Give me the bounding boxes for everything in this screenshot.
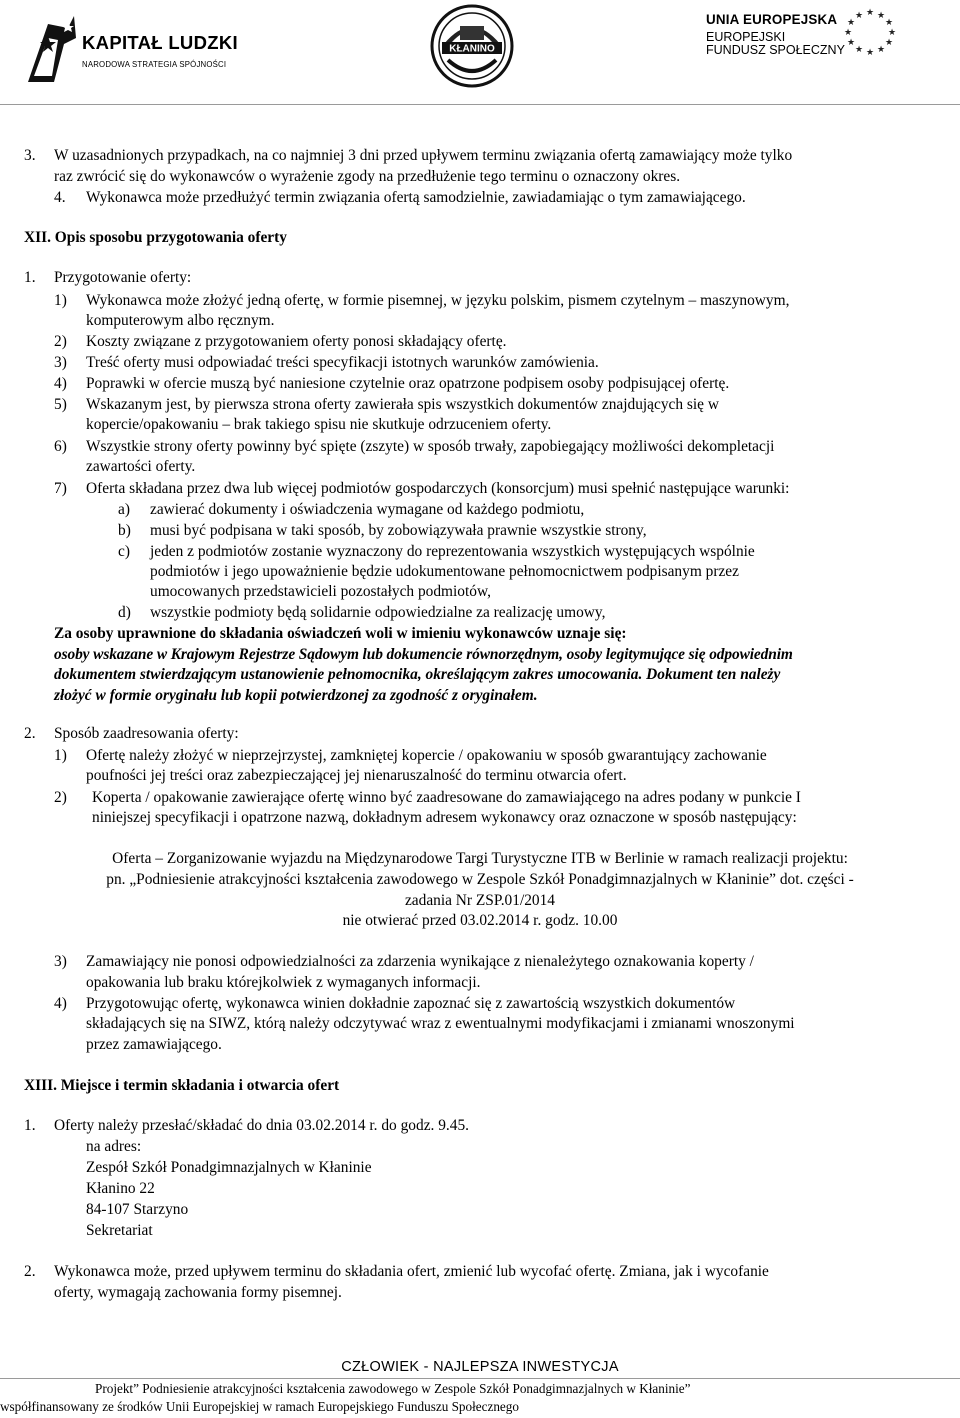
- address-line: Sekretariat: [86, 1222, 153, 1239]
- list-item-line: Wskazanym jest, by pierwsza strona oferty zawierała spis wszystkich dokumentów znajdujących się w: [86, 396, 719, 413]
- list-number: 2.: [24, 725, 36, 742]
- list-item-line: Wszystkie strony oferty powinny być spięte (zszyte) w sposób trwały, zapobiegający możliwości dekompletacji: [86, 438, 775, 455]
- svg-text:★: ★: [854, 45, 864, 55]
- list-item-line: jeden z podmiotów zostanie wyznaczony do reprezentowania wszystkich występujących wspólnie: [150, 543, 755, 560]
- list-number: 4): [54, 995, 67, 1012]
- svg-text:★: ★: [884, 38, 894, 48]
- emphasis-line: osoby wskazane w Krajowym Rejestrze Sądowym lub dokumencie równorzędnym, osoby legitymujące się odpowiednim: [54, 646, 793, 663]
- paragraph-line: Wykonawca może przedłużyć termin związania ofertą samodzielnie, zawiadamiając o tym zamawiającego.: [86, 189, 746, 206]
- envelope-label-line: zadania Nr ZSP.01/2014: [404, 892, 556, 909]
- header-divider: [0, 104, 960, 105]
- list-item-line: komputerowym albo ręcznym.: [86, 312, 275, 329]
- list-number: 3): [54, 354, 67, 371]
- list-number: 6): [54, 438, 67, 455]
- eu-title: UNIA EUROPEJSKA: [706, 12, 838, 27]
- section-heading-xiii: XIII. Miejsce i termin składania i otwarcia ofert: [24, 1077, 340, 1094]
- svg-text:★: ★: [887, 28, 897, 38]
- svg-text:★: ★: [854, 11, 864, 21]
- list-item-line: Koperta / opakowanie zawierające ofertę winno być zaadresowane do zamawiającego na adres podany w punkcie I: [92, 789, 801, 806]
- emphasis-line: dokumentem stwierdzającym ustanowienie pełnomocnika, określającym zakres umocowania. Dokument ten należy: [54, 666, 781, 683]
- svg-text:★: ★: [876, 11, 886, 21]
- list-number: 7): [54, 480, 67, 497]
- list-item-line: Poprawki w ofercie muszą być naniesione czytelnie oraz opatrzone podpisem osoby podpisującej ofertę.: [86, 375, 730, 392]
- kapital-ludzki-title: KAPITAŁ LUDZKI: [82, 32, 238, 53]
- paragraph-line: oferty, wymagają zachowania formy pisemnej.: [54, 1284, 342, 1301]
- svg-text:★: ★: [846, 38, 856, 48]
- paragraph-line: Wykonawca może, przed upływem terminu do składania ofert, zmienić lub wycofać ofertę. Zmiana, jak i wycofanie: [54, 1263, 769, 1280]
- list-item-line: Oferta składana przez dwa lub więcej podmiotów gospodarczych (konsorcjum) musi spełnić następujące warunki:: [86, 480, 790, 497]
- list-item-line: Koszty związane z przygotowaniem oferty ponosi składający ofertę.: [86, 333, 507, 350]
- list-item-line: niniejszej specyfikacji i opatrzone nazwą, dokładnym adresem wykonawcy oraz oznaczone w sposób następujący:: [92, 809, 797, 826]
- footer-project-line: Projekt” Podniesienie atrakcyjności kształcenia zawodowego w Zespole Szkół Ponadgimnazjalnych w Kłaninie”: [95, 1381, 691, 1396]
- envelope-label-line: pn. „Podniesienie atrakcyjności kształcenia zawodowego w Zespole Szkół Ponadgimnazjalnych w Kłaninie” dot. części -: [106, 871, 854, 888]
- list-number: 1.: [24, 269, 36, 286]
- list-item-line: wszystkie podmioty będą solidarnie odpowiedzialne za realizację umowy,: [150, 604, 606, 621]
- kapital-ludzki-subtitle: NARODOWA STRATEGIA SPÓJNOŚCI: [82, 60, 227, 69]
- list-number: 2.: [24, 1263, 36, 1280]
- list-item-line: Treść oferty musi odpowiadać treści specyfikacji istotnych warunków zamówienia.: [86, 354, 599, 371]
- school-emblem-logo: [430, 4, 514, 88]
- authorized-persons-heading: Za osoby uprawnione do składania oświadczeń woli w imieniu wykonawców uznaje się:: [54, 625, 627, 642]
- address-line: Kłanino 22: [86, 1180, 155, 1197]
- list-item-line: podmiotów i jego upoważnienie będzie udokumentowane pełnomocnictwem podpisanym przez: [150, 563, 739, 580]
- list-item-line: Przygotowując ofertę, wykonawca winien dokładnie zapoznać się z zawartością wszystkich dokumentów: [86, 995, 736, 1012]
- list-item-line: przez zamawiającego.: [86, 1036, 222, 1053]
- list-item-line: Wykonawca może złożyć jedną ofertę, w formie pisemnej, w języku polskim, pismem czytelnym – maszynowym,: [86, 292, 790, 309]
- list-letter: b): [118, 522, 131, 539]
- list-item-line: Zamawiający nie ponosi odpowiedzialności za zdarzenia wynikające z nienależytego oznakowania koperty /: [86, 953, 754, 970]
- svg-text:★: ★: [876, 45, 886, 55]
- section-heading-xii: XII. Opis sposobu przygotowania oferty: [24, 229, 287, 246]
- eu-fund-line1: EUROPEJSKI: [706, 30, 786, 44]
- list-item-line: musi być podpisana w taki sposób, by zobowiązywała prawnie wszystkie strony,: [150, 522, 647, 539]
- emphasis-line: złożyć w formie oryginału lub kopii potwierdzonej za zgodność z oryginałem.: [54, 687, 538, 704]
- eu-flag-icon: [838, 4, 902, 58]
- footer-slogan: CZŁOWIEK - NAJLEPSZA INWESTYCJA: [341, 1359, 619, 1375]
- list-item-line: składających się na SIWZ, którą należy odczytywać wraz z ewentualnymi modyfikacjami i zmianami wnoszonymi: [86, 1015, 795, 1032]
- paragraph-line: raz zwrócić się do wykonawców o wyrażenie zgody na przedłużenie tego terminu o oznaczony okres.: [54, 168, 681, 185]
- footer-divider: [0, 1378, 960, 1379]
- subsection-title: Przygotowanie oferty:: [54, 269, 192, 286]
- footer-funding-line: współfinansowany ze środków Unii Europejskiej w ramach Europejskiego Funduszu Społecznego: [0, 1399, 519, 1414]
- subsection-title: Sposób zaadresowania oferty:: [54, 725, 239, 742]
- paragraph-line: W uzasadnionych przypadkach, na co najmniej 3 dni przed upływem terminu związania ofertą zamawiający może tylko: [54, 147, 793, 164]
- list-item-line: poufności jej treści oraz zabezpieczającej jej nienaruszalność do terminu otwarcia ofert.: [86, 767, 627, 784]
- address-line: na adres:: [86, 1138, 142, 1155]
- list-item-line: zawartości oferty.: [86, 458, 196, 475]
- list-item-line: kopercie/opakowaniu – brak takiego spisu nie skutkuje odrzuceniem oferty.: [86, 416, 552, 433]
- svg-text:★: ★: [865, 8, 875, 18]
- list-number: 3): [54, 953, 67, 970]
- svg-text:★: ★: [865, 48, 875, 58]
- paragraph-line: Oferty należy przesłać/składać do dnia 03.02.2014 r. do godz. 9.45.: [54, 1117, 469, 1134]
- list-letter: c): [118, 543, 130, 560]
- list-item-line: umocowanych przedstawicieli pozostałych podmiotów,: [150, 583, 491, 600]
- eu-fund-line2: FUNDUSZ SPOŁECZNY: [706, 43, 845, 57]
- address-line: 84-107 Starzyno: [86, 1201, 189, 1218]
- envelope-label-line: nie otwierać przed 03.02.2014 r. godz. 10.00: [342, 912, 618, 929]
- list-number: 1.: [24, 1117, 36, 1134]
- list-number: 2): [54, 789, 67, 806]
- svg-text:★: ★: [846, 18, 856, 28]
- list-item-line: opakowania lub braku którejkolwiek z wymaganych informacji.: [86, 974, 481, 991]
- list-number: 4): [54, 375, 67, 392]
- list-number: 4.: [54, 189, 66, 206]
- list-number: 1): [54, 747, 67, 764]
- list-letter: d): [118, 604, 131, 621]
- list-letter: a): [118, 501, 130, 518]
- list-item-line: zawierać dokumenty i oświadczenia wymagane od każdego podmiotu,: [150, 501, 585, 518]
- school-logo-text: KŁANINO: [449, 43, 495, 55]
- list-number: 3.: [24, 147, 36, 164]
- list-item-line: Ofertę należy złożyć w nieprzejrzystej, zamkniętej kopercie / opakowaniu w sposób gwarantujący zachowanie: [86, 747, 767, 764]
- list-number: 1): [54, 292, 67, 309]
- envelope-label-line: Oferta – Zorganizowanie wyjazdu na Międzynarodowe Targi Turystyczne ITB w Berlinie w ramach realizacji projektu:: [112, 850, 848, 867]
- list-number: 2): [54, 333, 67, 350]
- address-line: Zespół Szkół Ponadgimnazjalnych w Kłaninie: [86, 1159, 372, 1176]
- list-number: 5): [54, 396, 67, 413]
- svg-text:★: ★: [843, 28, 853, 38]
- svg-text:★: ★: [884, 18, 894, 28]
